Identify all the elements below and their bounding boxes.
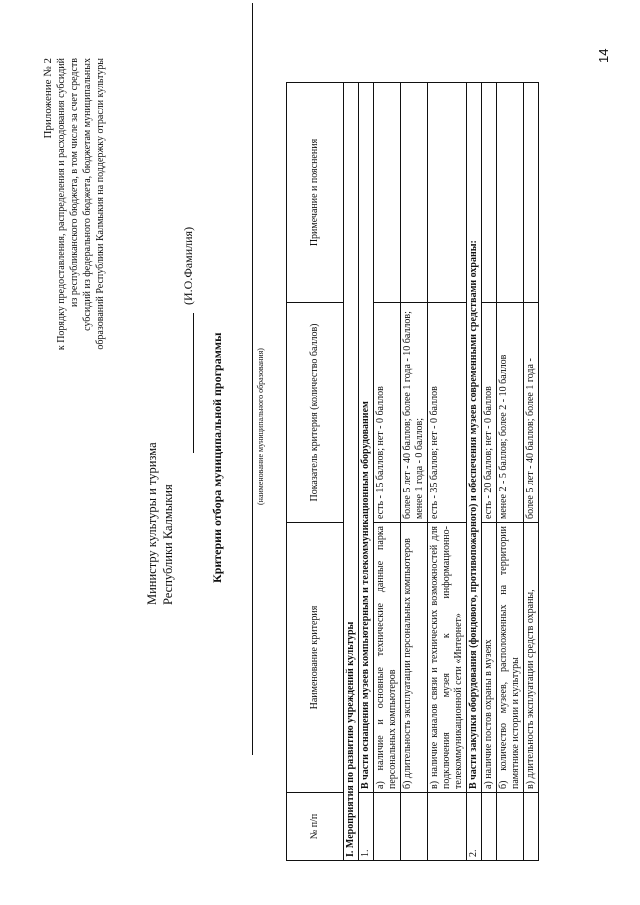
- municipality-line: [252, 3, 253, 755]
- header-notes: Примечание и пояснения: [287, 83, 344, 303]
- addressee-line1: Министру культуры и туризма: [145, 442, 159, 605]
- cell-num: [374, 793, 401, 861]
- cell-criterion: б) количество музеев, расположенных на территории памятнике истории и культуры: [497, 523, 524, 793]
- table-row: [401, 83, 428, 861]
- table-row: [374, 83, 401, 861]
- document-title: Критерии отбора муниципальной программы: [210, 332, 224, 583]
- cell-indicator: более 5 лет - 40 баллов; более 1 года - 10 баллов; менее 1 года - 0 баллов;: [401, 303, 428, 523]
- cell-notes: [374, 83, 401, 303]
- cell-criterion: а) наличие постов охраны в музеях: [482, 523, 497, 793]
- cell-indicator: есть - 35 баллов; нет - 0 баллов: [428, 303, 467, 523]
- group-num: 2.: [467, 793, 482, 861]
- cell-notes: [524, 83, 539, 303]
- table-row: [524, 83, 539, 861]
- cell-indicator: менее 2 - 5 баллов; более 2 - 10 баллов: [497, 303, 524, 523]
- addressee-line2: Республики Калмыкия: [161, 484, 175, 605]
- appendix-line: субсидий из федерального бюджета, бюджетам муниципальных: [82, 58, 93, 331]
- table-row: [482, 83, 497, 861]
- group-row: [467, 83, 482, 861]
- group-num: 1.: [359, 793, 374, 861]
- criteria-table: [286, 82, 539, 861]
- table-row: [428, 83, 467, 861]
- signature-name: (И.О.Фамилия): [181, 226, 195, 305]
- appendix-title: Приложение № 2: [42, 58, 54, 139]
- cell-criterion: в) длительность эксплуатации средств охраны,: [524, 523, 539, 793]
- group-row: [359, 83, 374, 861]
- section-title: I. Мероприятия по развитию учреждений культуры: [344, 83, 359, 861]
- cell-num: [497, 793, 524, 861]
- table-row: [497, 83, 524, 861]
- header-num: № п/п: [287, 793, 344, 861]
- cell-num: [401, 793, 428, 861]
- table-header-row: [287, 83, 344, 861]
- cell-criterion: а) наличие и основные технические данные парка персональных компьютеров: [374, 523, 401, 793]
- page-number: 14: [596, 48, 611, 63]
- cell-notes: [482, 83, 497, 303]
- cell-criterion: б) длительность эксплуатации персональных компьютеров: [401, 523, 428, 793]
- appendix-line: образований Республики Калмыкия на поддержку отрасли культуры: [95, 58, 106, 350]
- group-title: В части закупки оборудования (фондового, противопожарного) и обеспечения музеев современными средствами охраны:: [467, 83, 482, 793]
- cell-indicator: есть - 20 баллов; нет - 0 баллов: [482, 303, 497, 523]
- cell-criterion: в) наличие каналов связи и технических возможностей для подключения музея к информационно-телекоммуникационной сети «Интернет»: [428, 523, 467, 793]
- group-title: В части оснащения музеев компьютерным и телекоммуникационным оборудованием: [359, 83, 374, 793]
- header-criterion: Наименование критерия: [287, 523, 344, 793]
- appendix-line: к Порядку предоставления, распределения и расходования субсидий: [56, 58, 67, 351]
- appendix-line: из республиканского бюджета, в том числе за счет средств: [69, 58, 80, 307]
- cell-indicator: более 5 лет - 40 баллов; более 1 года -: [524, 303, 539, 523]
- cell-indicator: есть - 15 баллов; нет - 0 баллов: [374, 303, 401, 523]
- cell-notes: [497, 83, 524, 303]
- cell-notes: [401, 83, 428, 303]
- municipality-caption: (наименование муниципального образования): [256, 348, 265, 505]
- section-row: [344, 83, 359, 861]
- cell-num: [524, 793, 539, 861]
- cell-num: [428, 793, 467, 861]
- cell-num: [482, 793, 497, 861]
- appendix-header: [42, 58, 107, 488]
- cell-notes: [428, 83, 467, 303]
- signature-line: [193, 313, 194, 453]
- addressee: [144, 442, 176, 605]
- header-indicator: Показатель критерия (количество баллов): [287, 303, 344, 523]
